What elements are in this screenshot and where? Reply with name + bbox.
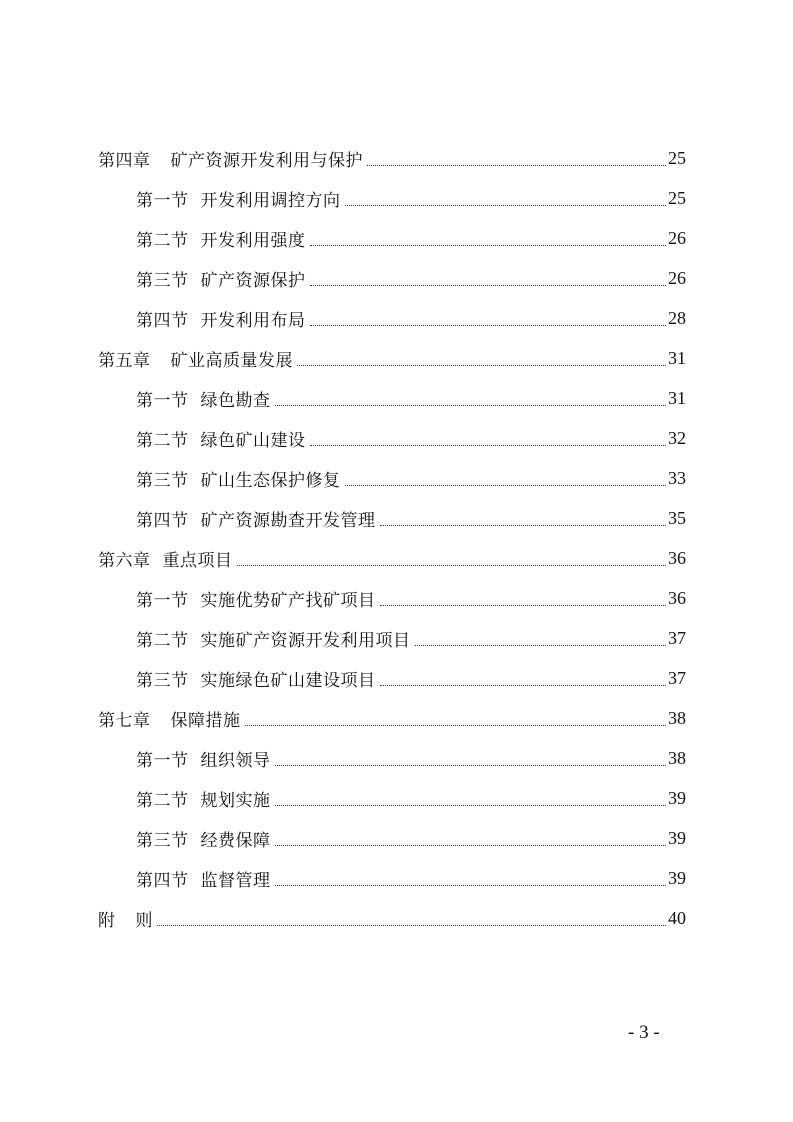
toc-entry-number: 第七章 <box>98 710 151 730</box>
toc-page-number: 28 <box>668 307 686 328</box>
toc-entry-title: 绿色矿山建设 <box>200 430 306 451</box>
toc-page-number: 25 <box>668 187 686 208</box>
toc-entry-number: 第一节 <box>136 750 189 770</box>
toc-page-number: 32 <box>668 427 686 448</box>
toc-section-row[interactable] <box>0 298 793 338</box>
toc-page-number: 35 <box>668 507 686 528</box>
toc-entry-label <box>136 466 341 491</box>
toc-page-number: 39 <box>668 827 686 848</box>
toc-page-number: 36 <box>668 587 686 608</box>
toc-entry-label <box>136 226 306 251</box>
toc-section-row[interactable] <box>0 258 793 298</box>
table-of-contents <box>0 138 793 938</box>
toc-entry-number: 附 <box>98 910 116 930</box>
toc-entry-title: 规划实施 <box>200 790 271 811</box>
toc-entry-label <box>136 506 376 531</box>
toc-page-number: 26 <box>668 267 686 288</box>
toc-dot-leader <box>310 324 667 326</box>
toc-page-number: 37 <box>668 667 686 688</box>
toc-entry-label <box>98 906 153 931</box>
toc-section-row[interactable] <box>0 858 793 898</box>
toc-entry-title: 矿业高质量发展 <box>170 350 293 371</box>
toc-section-row[interactable] <box>0 578 793 618</box>
footer-page-number: - 3 - <box>628 1022 660 1043</box>
toc-entry-title: 实施优势矿产找矿项目 <box>200 590 376 611</box>
toc-dot-leader <box>310 444 667 446</box>
toc-entry-label <box>136 186 341 211</box>
toc-page-number: 38 <box>668 707 686 728</box>
toc-entry-label <box>136 426 306 451</box>
toc-entry-title: 组织领导 <box>200 750 271 771</box>
toc-page-number: 31 <box>668 347 686 368</box>
toc-section-row[interactable] <box>0 218 793 258</box>
toc-entry-number: 第四节 <box>136 510 189 530</box>
toc-entry-title: 矿产资源勘查开发管理 <box>200 510 376 531</box>
toc-entry-number: 第二节 <box>136 430 189 450</box>
toc-entry-label <box>136 866 271 891</box>
toc-dot-leader <box>275 804 667 806</box>
toc-page-number: 33 <box>668 467 686 488</box>
toc-section-row[interactable] <box>0 378 793 418</box>
toc-entry-title: 实施绿色矿山建设项目 <box>200 670 376 691</box>
toc-page-number: 38 <box>668 747 686 768</box>
toc-entry-title: 重点项目 <box>162 550 233 571</box>
toc-page-number: 26 <box>668 227 686 248</box>
toc-entry-number: 第三节 <box>136 670 189 690</box>
toc-entry-title: 绿色勘查 <box>200 390 271 411</box>
toc-page-number: 40 <box>668 907 686 928</box>
toc-dot-leader <box>415 644 667 646</box>
toc-entry-label <box>98 546 233 571</box>
toc-entry-number: 第三节 <box>136 270 189 290</box>
toc-entry-title: 监督管理 <box>200 870 271 891</box>
toc-dot-leader <box>275 884 667 886</box>
toc-section-row[interactable] <box>0 618 793 658</box>
toc-dot-leader <box>297 364 666 366</box>
toc-entry-number: 第二节 <box>136 790 189 810</box>
toc-entry-label <box>136 786 271 811</box>
toc-entry-label <box>136 626 411 651</box>
toc-dot-leader <box>345 204 667 206</box>
toc-dot-leader <box>367 164 666 166</box>
toc-entry-label <box>136 306 306 331</box>
toc-page-number: 39 <box>668 867 686 888</box>
toc-entry-number: 第四章 <box>98 150 151 170</box>
toc-entry-label <box>136 666 376 691</box>
toc-dot-leader <box>380 604 667 606</box>
toc-dot-leader <box>380 524 667 526</box>
toc-entry-number: 第四节 <box>136 310 189 330</box>
toc-entry-number: 第六章 <box>98 550 151 570</box>
toc-entry-title: 开发利用强度 <box>200 230 306 251</box>
toc-chapter-row[interactable] <box>0 898 793 938</box>
toc-entry-number: 第二节 <box>136 630 189 650</box>
toc-section-row[interactable] <box>0 818 793 858</box>
toc-section-row[interactable] <box>0 658 793 698</box>
toc-page-number: 39 <box>668 787 686 808</box>
toc-entry-label <box>136 386 271 411</box>
toc-dot-leader <box>245 724 667 726</box>
toc-entry-label <box>98 346 293 371</box>
toc-dot-leader <box>275 404 667 406</box>
toc-entry-number: 第一节 <box>136 590 189 610</box>
toc-entry-number: 第五章 <box>98 350 151 370</box>
toc-dot-leader <box>275 764 667 766</box>
toc-dot-leader <box>380 684 667 686</box>
toc-entry-title: 保障措施 <box>170 710 241 731</box>
toc-section-row[interactable] <box>0 178 793 218</box>
toc-entry-title: 开发利用布局 <box>200 310 306 331</box>
toc-entry-number: 第二节 <box>136 230 189 250</box>
toc-entry-title: 矿产资源保护 <box>200 270 306 291</box>
toc-section-row[interactable] <box>0 418 793 458</box>
toc-entry-number: 第一节 <box>136 390 189 410</box>
toc-entry-title: 开发利用调控方向 <box>200 190 341 211</box>
toc-chapter-row[interactable] <box>0 538 793 578</box>
toc-entry-title: 实施矿产资源开发利用项目 <box>200 630 411 651</box>
toc-entry-number: 第三节 <box>136 830 189 850</box>
toc-dot-leader <box>310 284 667 286</box>
toc-dot-leader <box>157 924 666 926</box>
toc-dot-leader <box>237 564 667 566</box>
toc-dot-leader <box>275 844 667 846</box>
toc-entry-label <box>98 706 241 731</box>
toc-page-number: 31 <box>668 387 686 408</box>
toc-dot-leader <box>310 244 667 246</box>
toc-page-number: 36 <box>668 547 686 568</box>
toc-entry-title: 经费保障 <box>200 830 271 851</box>
toc-entry-label <box>136 586 376 611</box>
toc-page-number: 37 <box>668 627 686 648</box>
toc-section-row[interactable] <box>0 778 793 818</box>
toc-section-row[interactable] <box>0 458 793 498</box>
toc-entry-number: 第一节 <box>136 190 189 210</box>
toc-entry-label <box>136 746 271 771</box>
toc-entry-number: 第四节 <box>136 870 189 890</box>
toc-entry-label <box>136 266 306 291</box>
toc-page-number: 25 <box>668 147 686 168</box>
toc-entry-number: 第三节 <box>136 470 189 490</box>
toc-dot-leader <box>345 484 667 486</box>
toc-chapter-row[interactable] <box>0 138 793 178</box>
toc-entry-title: 则 <box>135 910 153 931</box>
toc-chapter-row[interactable] <box>0 338 793 378</box>
toc-chapter-row[interactable] <box>0 698 793 738</box>
toc-section-row[interactable] <box>0 498 793 538</box>
toc-section-row[interactable] <box>0 738 793 778</box>
toc-entry-title: 矿产资源开发利用与保护 <box>170 150 363 171</box>
toc-entry-label <box>136 826 271 851</box>
toc-entry-title: 矿山生态保护修复 <box>200 470 341 491</box>
toc-entry-label <box>98 146 363 171</box>
